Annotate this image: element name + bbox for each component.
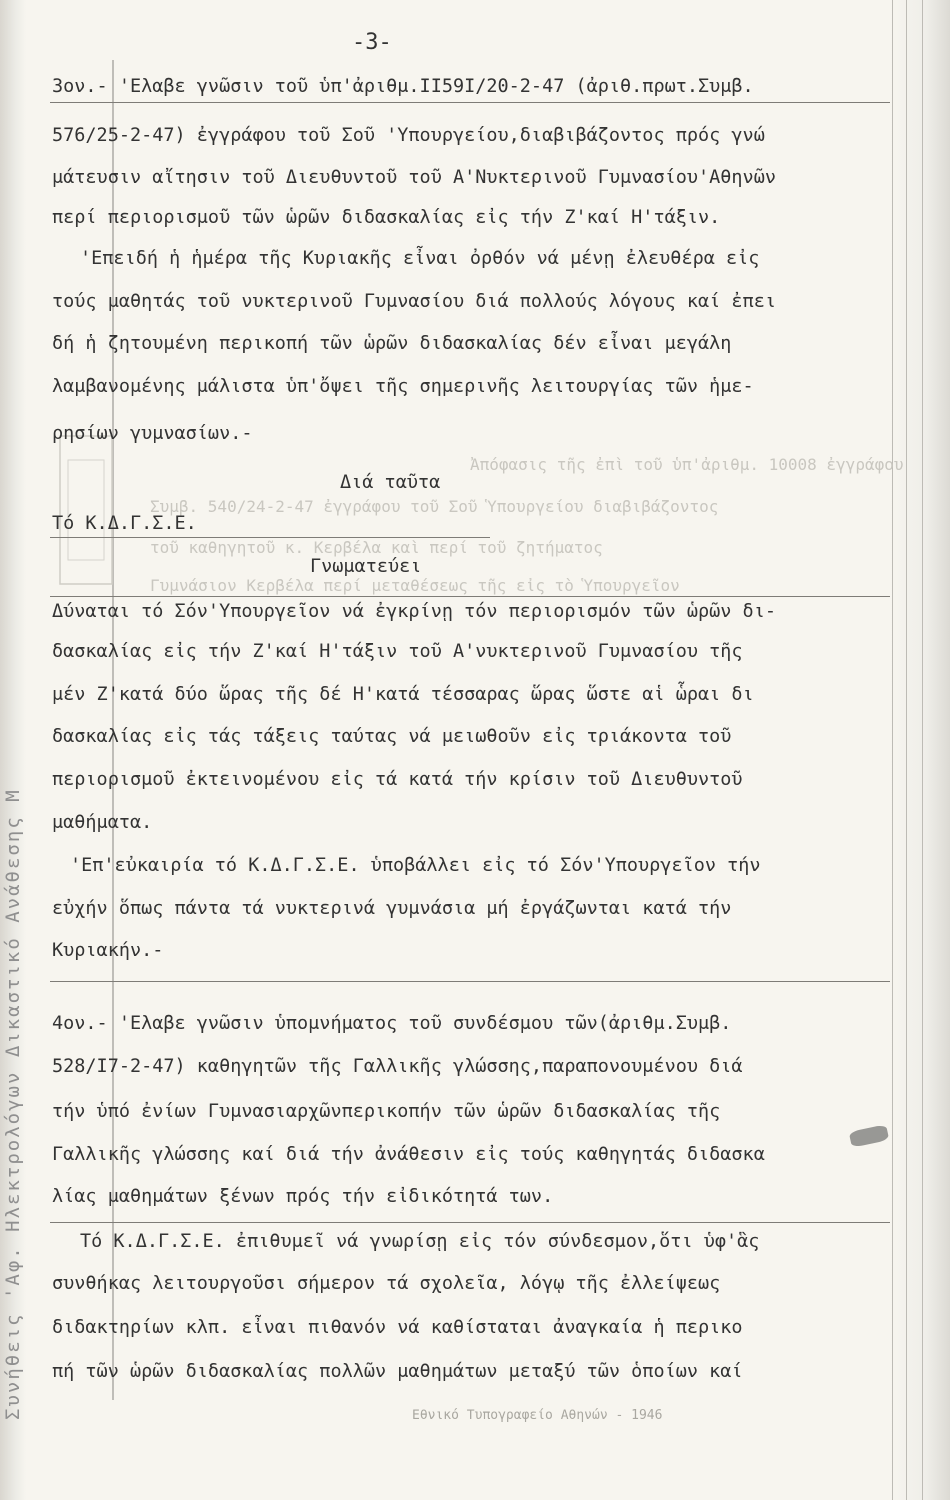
- ghost-line: τοῦ καθηγητοῦ κ. Κερβέλα καὶ περί τοῦ ζητήματος: [150, 538, 603, 557]
- text-line: Τό Κ.Δ.Γ.Σ.Ε.: [52, 513, 197, 534]
- text-line: μαθήματα.: [52, 812, 153, 833]
- text-line: μάτευσιν αἴτησιν τοῦ Διευθυντοῦ τοῦ Α'Νυκτερινοῦ Γυμνασίου'Αθηνῶν: [52, 167, 776, 188]
- print-mark: Εθνικό Τυπογραφείο Αθηνών - 1946: [412, 1408, 663, 1423]
- binding-edge: [0, 0, 26, 1500]
- page-right-edge: [890, 0, 950, 1500]
- ghost-line: Γυμνάσιον Κερβέλα περί μεταθέσεως τῆς εἰς τὸ Ὑπουργεῖον: [150, 576, 680, 595]
- section-heading: Διά ταῦτα: [340, 472, 441, 493]
- text-line: δασκαλίας εἰς τάς τάξεις ταύτας νά μειωθοῦν εἰς τριάκοντα τοῦ: [52, 726, 732, 747]
- section-heading: Γνωματεύει: [310, 556, 422, 577]
- page-number: -3-: [352, 30, 392, 55]
- text-line: λαμβανομένης μάλιστα ὑπ'ὄψει τῆς σημερινῆς λειτουργίας τῶν ἡμε-: [52, 376, 754, 397]
- edge-line: [922, 0, 923, 1500]
- rule: [50, 596, 890, 597]
- text-line: διδακτηρίων κλπ. εἶναι πιθανόν νά καθίσταται ἀναγκαία ἡ περικο: [52, 1317, 743, 1338]
- text-line: περί περιορισμοῦ τῶν ὡρῶν διδασκαλίας εἰς τήν Ζ'καί Η'τάξιν.: [52, 207, 721, 228]
- rule: [50, 102, 890, 103]
- text-line: 3ον.- 'Ελαβε γνῶσιν τοῦ ὑπ'ἀριθμ.II59I/20-2-47 (ἀριθ.πρωτ.Συμβ.: [52, 76, 754, 97]
- rule: [50, 981, 890, 982]
- text-line: Γαλλικῆς γλώσσης καί διά τήν ἀνάθεσιν εἰς τούς καθηγητάς διδασκα: [52, 1144, 765, 1165]
- spine-text: Συνήθεις 'Αφ. Ηλεκτρολόγων Δικαστικό Ανάθεσης Μ: [2, 788, 24, 1420]
- text-line: 'Επειδή ἡ ἡμέρα τῆς Κυριακῆς εἶναι ὀρθόν νά μένῃ ἐλευθέρα εἰς: [80, 248, 760, 269]
- text-line: μέν Ζ'κατά δύο ὥρας τῆς δέ Η'κατά τέσσαρας ὥρας ὥστε αἱ ὧραι δι: [52, 684, 754, 705]
- text-line: λίας μαθημάτων ξένων πρός τήν εἰδικότητά των.: [52, 1186, 554, 1207]
- edge-line: [906, 0, 907, 1500]
- text-line: εὐχήν ὅπως πάντα τά νυκτερινά γυμνάσια μή ἐργάζωνται κατά τήν: [52, 898, 732, 919]
- rule: [50, 537, 490, 538]
- text-line: 528/I7-2-47) καθηγητῶν τῆς Γαλλικῆς γλώσσης,παραπονουμένου διά: [52, 1056, 743, 1077]
- text-line: δή ἡ ζητουμένη περικοπή τῶν ὡρῶν διδασκαλίας δέν εἶναι μεγάλη: [52, 333, 732, 354]
- text-line: 576/25-2-47) ἐγγράφου τοῦ Σοῦ 'Υπουργείου,διαβιβάζοντος πρός γνώ: [52, 125, 765, 146]
- text-line: τήν ὑπό ἐνίων Γυμνασιαρχῶνπερικοπήν τῶν ὡρῶν διδασκαλίας τῆς: [52, 1101, 721, 1122]
- ghost-line: Ἀπόφασις τῆς ἐπὶ τοῦ ὑπ'ἀριθμ. 10008 ἐγγράφου: [470, 455, 904, 474]
- text-line: δασκαλίας εἰς τήν Ζ'καί Η'τάξιν τοῦ Α'νυκτερινοῦ Γυμνασίου τῆς: [52, 641, 743, 662]
- rule: [50, 1222, 890, 1223]
- faded-stamp: [56, 430, 116, 590]
- text-line: Κυριακήν.-: [52, 940, 164, 961]
- text-line: τούς μαθητάς τοῦ νυκτερινοῦ Γυμνασίου διά πολλούς λόγους καί ἐπει: [52, 291, 776, 312]
- text-line: συνθήκας λειτουργοῦσι σήμερον τά σχολεῖα, λόγῳ τῆς ἐλλείψεως: [52, 1273, 721, 1294]
- text-line: Δύναται τό Σόν'Υπουργεῖον νά ἐγκρίνῃ τόν περιορισμόν τῶν ὡρῶν δι-: [52, 601, 776, 622]
- ghost-line: Συμβ. 540/24-2-47 ἐγγράφου τοῦ Σοῦ Ὑπουργείου διαβιβάζοντος: [150, 497, 719, 516]
- text-line: περιορισμοῦ ἐκτεινομένου εἰς τά κατά τήν κρίσιν τοῦ Διευθυντοῦ: [52, 769, 743, 790]
- text-line: 4ον.- 'Ελαβε γνῶσιν ὑπομνήματος τοῦ συνδέσμου τῶν(ἀριθμ.Συμβ.: [52, 1013, 732, 1034]
- text-line: 'Επ'εὐκαιρία τό Κ.Δ.Γ.Σ.Ε. ὑποβάλλει εἰς τό Σόν'Υπουργεῖον τήν: [70, 855, 761, 876]
- text-line: Τό Κ.Δ.Γ.Σ.Ε. ἐπιθυμεῖ νά γνωρίσῃ εἰς τόν σύνδεσμον,ὅτι ὑφ'ἃς: [80, 1231, 760, 1252]
- edge-line: [892, 0, 893, 1500]
- text-line: ρησίων γυμνασίων.-: [52, 423, 253, 444]
- text-line: πή τῶν ὡρῶν διδασκαλίας πολλῶν μαθημάτων μεταξύ τῶν ὁποίων καί: [52, 1361, 743, 1382]
- ink-smudge: [849, 1124, 889, 1148]
